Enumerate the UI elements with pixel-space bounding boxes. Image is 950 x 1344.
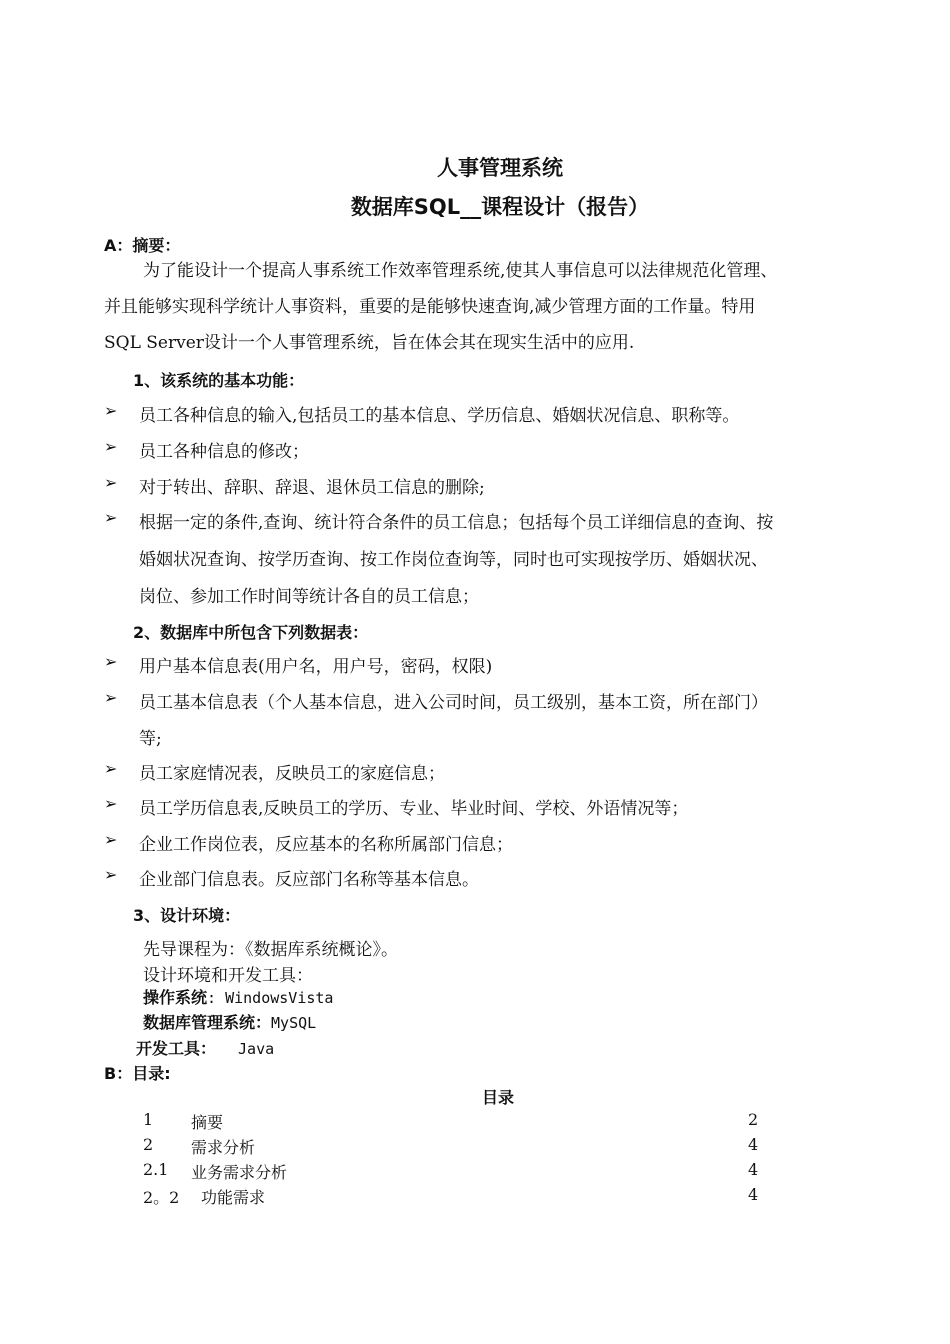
section-heading: 2、数据库中所包含下列数据表： (133, 623, 369, 642)
tool-label: 开发工具： (136, 1039, 217, 1058)
tool-line (136, 1036, 274, 1059)
bullet-icon: ➢ (104, 794, 118, 813)
toc-entry-num: 2。2 (143, 1188, 180, 1207)
toc-entry-page: 4 (748, 1185, 759, 1204)
bullet-icon: ➢ (104, 401, 118, 420)
toc-entry-label: 需求分析 (191, 1138, 256, 1157)
list-item: 企业工作岗位表，反应基本的名称所属部门信息； (139, 835, 513, 855)
abstract-heading: A：摘要： (104, 236, 181, 255)
section-heading: 1、该系统的基本功能： (133, 371, 305, 390)
bullet-icon: ➢ (104, 830, 118, 849)
toc-entry-page: 2 (748, 1110, 759, 1129)
toc-entry-label: 业务需求分析 (191, 1163, 288, 1182)
list-item: 对于转出、辞职、辞退、退休员工信息的删除; (139, 478, 485, 498)
list-item: 员工家庭情况表，反映员工的家庭信息； (139, 764, 445, 784)
env-intro-text: 设计环境和开发工具： (143, 966, 313, 986)
toc-entry-label: 功能需求 (201, 1188, 266, 1207)
db-line (143, 1010, 316, 1033)
toc-entry-page: 4 (748, 1160, 759, 1179)
list-item-continued: 婚姻状况查询、按学历查询、按工作岗位查询等，同时也可实现按学历、婚姻状况、 (139, 550, 768, 570)
bullet-icon: ➢ (104, 508, 118, 527)
list-item: 员工学历信息表,反映员工的学历、专业、毕业时间、学校、外语情况等； (139, 799, 689, 819)
list-item-continued: 岗位、参加工作时间等统计各自的员工信息； (139, 587, 479, 607)
sub-title: 数据库SQL__课程设计（报告） (350, 195, 650, 219)
toc-entry-num: 1 (143, 1110, 154, 1129)
db-value: MySQL (271, 1014, 317, 1032)
tool-value: Java (238, 1040, 275, 1058)
bullet-icon: ➢ (104, 688, 118, 707)
list-item: 员工各种信息的修改； (139, 442, 309, 462)
toc-title: 目录 (482, 1088, 515, 1107)
abstract-line: 并且能够实现科学统计人事资料，重要的是能够快速查询,减少管理方面的工作量。特用 (104, 297, 756, 317)
os-value: : WindowsVista (207, 989, 334, 1007)
list-item: 员工各种信息的输入,包括员工的基本信息、学历信息、婚姻状况信息、职称等。 (139, 406, 740, 426)
toc-heading: B：目录: (104, 1064, 171, 1083)
db-label: 数据库管理系统： (143, 1013, 272, 1032)
abstract-line: SQL Server设计一个人事管理系统，旨在体会其在现实生活中的应用. (104, 333, 635, 353)
bullet-icon: ➢ (104, 759, 118, 778)
bullet-icon: ➢ (104, 437, 118, 456)
list-item: 企业部门信息表。反应部门名称等基本信息。 (139, 870, 479, 890)
toc-entry-label: 摘要 (191, 1113, 224, 1132)
toc-entry-num: 2 (143, 1135, 154, 1154)
list-item: 用户基本信息表(用户名，用户号，密码，权限) (139, 657, 493, 677)
toc-entry-num: 2.1 (143, 1160, 169, 1179)
abstract-line: 为了能设计一个提高人事系统工作效率管理系统,使其人事信息可以法律规范化管理、 (143, 261, 778, 281)
main-title: 人事管理系统 (437, 156, 563, 180)
bullet-icon: ➢ (104, 652, 118, 671)
bullet-icon: ➢ (104, 865, 118, 884)
section-heading: 3、设计环境： (133, 906, 241, 925)
toc-entry-page: 4 (748, 1135, 759, 1154)
prereq-text: 先导课程为：《数据库系统概论》。 (143, 940, 398, 960)
list-item-continued: 等; (139, 729, 162, 749)
bullet-icon: ➢ (104, 473, 118, 492)
os-label: 操作系统 (143, 988, 208, 1007)
os-line (143, 985, 333, 1008)
list-item: 根据一定的条件,查询、统计符合条件的员工信息；包括每个员工详细信息的查询、按 (139, 513, 774, 533)
list-item: 员工基本信息表（个人基本信息，进入公司时间，员工级别，基本工资，所在部门） (139, 693, 768, 713)
